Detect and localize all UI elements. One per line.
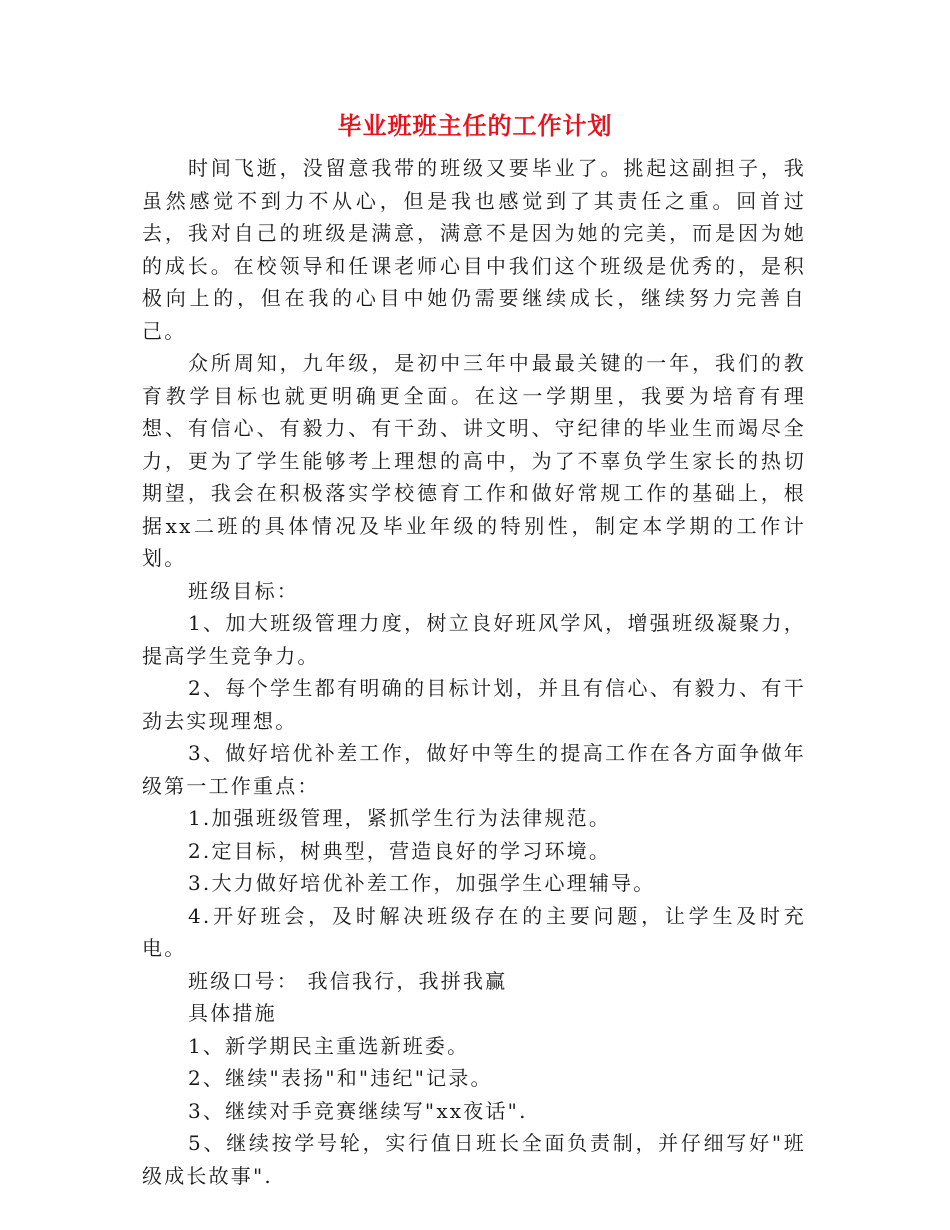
focus-item: 2.定目标，树典型，营造良好的学习环境。 (188, 838, 612, 863)
measure-item: 3、继续对手竞赛继续写"xx夜话". (188, 1098, 528, 1123)
section-heading-goals: 班级目标： (188, 578, 299, 603)
class-slogan: 班级口号： 我信我行，我拼我赢 (188, 968, 508, 993)
focus-item: 1.加强班级管理，紧抓学生行为法律规范。 (188, 806, 612, 830)
paragraph-intro: 时间飞逝，没留意我带的班级又要毕业了。挑起这副担子，我虽然感觉不到力不从心，但是我也感觉到了其责任之重。回首过去，我对自己的班级是满意，满意不是因为她的完美，而是因为她的成长。在校领导和任课老师心目中我们这个班级是优秀的，是积极向上的，但在我的心目中她仍需要继续成长，继续努力完善自己。 (142, 156, 806, 343)
document-body (142, 152, 806, 1192)
focus-item: 4.开好班会，及时解决班级存在的主要问题，让学生及时充电。 (142, 903, 806, 960)
document-title: 毕业班班主任的工作计划 (337, 112, 613, 140)
goal-item: 2、每个学生都有明确的目标计划，并且有信心、有毅力、有干劲去实现理想。 (142, 676, 806, 733)
goal-item: 1、加大班级管理力度，树立良好班风学风，增强班级凝聚力，提高学生竞争力。 (142, 611, 806, 668)
measure-item: 5、继续按学号轮，实行值日班长全面负责制，并仔细写好"班级成长故事". (142, 1131, 806, 1188)
focus-item: 3.大力做好培优补差工作，加强学生心理辅导。 (188, 871, 656, 895)
measure-item: 1、新学期民主重选新班委。 (188, 1033, 470, 1058)
goal-item: 3、做好培优补差工作，做好中等生的提高工作在各方面争做年级第一工作重点： (142, 741, 806, 798)
measure-item: 2、继续"表扬"和"违纪"记录。 (188, 1066, 493, 1090)
section-heading-measures: 具体措施 (188, 1001, 277, 1025)
paragraph-background: 众所周知，九年级，是初中三年中最最关键的一年，我们的教育教学目标也就更明确更全面。在这一学期里，我要为培育有理想、有信心、有毅力、有干劲、讲文明、守纪律的毕业生而竭尽全力，更为了学生能够考上理想的高中，为了不辜负学生家长的热切期望，我会在积极落实学校德育工作和做好常规工作的基础上，根据xx二班的具体情况及毕业年级的特别性，制定本学期的工作计划。 (142, 351, 806, 570)
